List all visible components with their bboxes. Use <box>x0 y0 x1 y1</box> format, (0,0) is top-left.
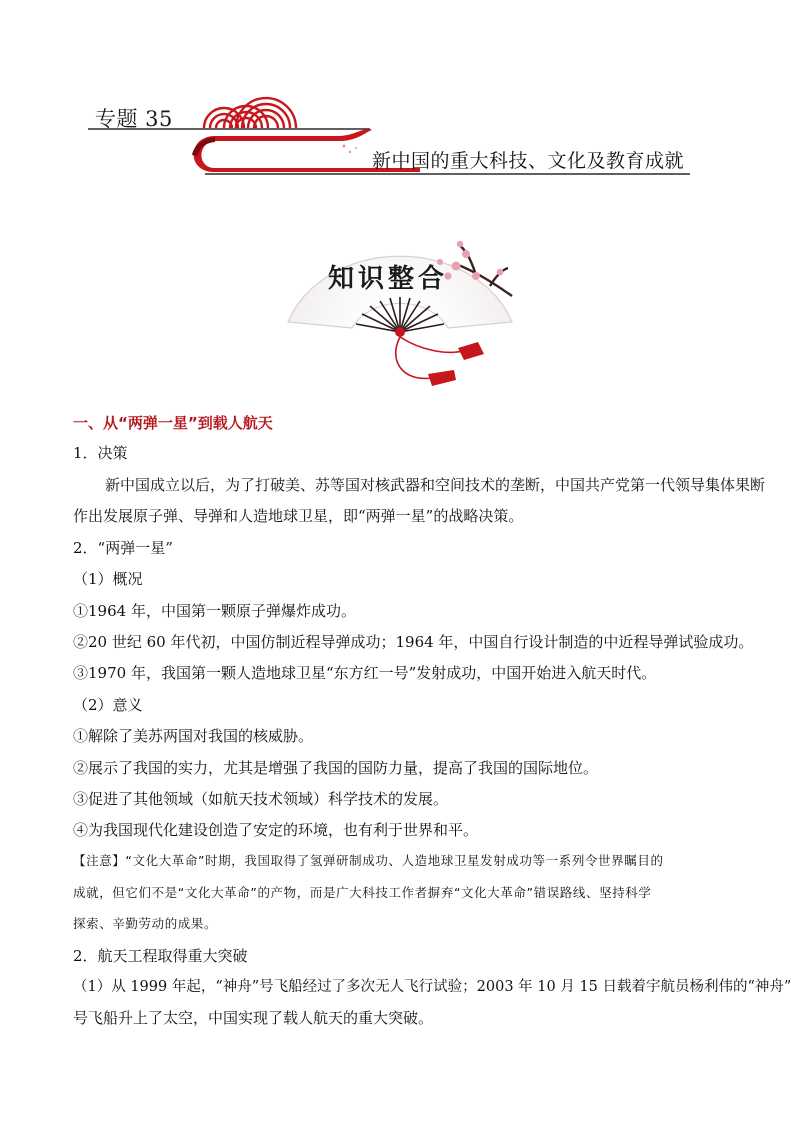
list-item: ④为我国现代化建设创造了安定的环境，也有利于世界和平。 <box>73 821 479 839</box>
item-heading: 1．决策 <box>73 444 128 462</box>
section-heading: 一、从“两弹一星”到载人航天 <box>73 414 273 432</box>
list-item: ②展示了我国的实力，尤其是增强了我国的国防力量，提高了我国的国际地位。 <box>73 759 599 777</box>
note-line: 【注意】“文化大革命”时期，我国取得了氢弹研制成功、人造地球卫星发射成功等一系列令世界瞩目的 <box>73 853 664 868</box>
note-line: 探索、辛勤劳动的成果。 <box>73 916 218 931</box>
note-line: 成就，但它们不是“文化大革命”的产物，而是广大科技工作者摒弃“文化大革命”错误路线、坚持科学 <box>73 885 652 900</box>
list-item: ①1964 年，中国第一颗原子弹爆炸成功。 <box>73 602 356 620</box>
list-item: ③促进了其他领域（如航天技术领域）科学技术的发展。 <box>73 790 449 808</box>
fan-title: 知识整合 <box>328 264 449 294</box>
topic-number: 专题 35 <box>95 107 173 131</box>
subheading: （2）意义 <box>73 696 143 714</box>
list-item: ③1970 年，我国第一颗人造地球卫星“东方红一号”发射成功，中国开始进入航天时代。 <box>73 664 657 682</box>
item-heading: 2．航天工程取得重大突破 <box>73 947 248 965</box>
paragraph-line: 新中国成立以后，为了打破美、苏等国对核武器和空间技术的垄断，中国共产党第一代领导集体果断 <box>105 476 766 494</box>
item-heading: 2．“两弹一星” <box>73 539 173 557</box>
subheading: （1）概况 <box>73 570 143 588</box>
page-subtitle: 新中国的重大科技、文化及教育成就 <box>372 150 685 172</box>
list-item: ①解除了美苏两国对我国的核威胁。 <box>73 727 314 745</box>
fan-illustration <box>270 210 530 400</box>
paragraph-line: 号飞船升上了太空，中国实现了载人航天的重大突破。 <box>73 1009 434 1027</box>
paragraph-line: 作出发展原子弹、导弹和人造地球卫星，即“两弹一星”的战略决策。 <box>73 507 524 525</box>
paragraph-line: （1）从 1999 年起，“神舟”号飞船经过了多次无人飞行试验；2003 年 10 月 15 日载着宇航员杨利伟的“神舟” <box>73 979 792 995</box>
list-item: ②20 世纪 60 年代初，中国仿制近程导弹成功；1964 年，中国自行设计制造的中近程导弹试验成功。 <box>73 633 754 651</box>
